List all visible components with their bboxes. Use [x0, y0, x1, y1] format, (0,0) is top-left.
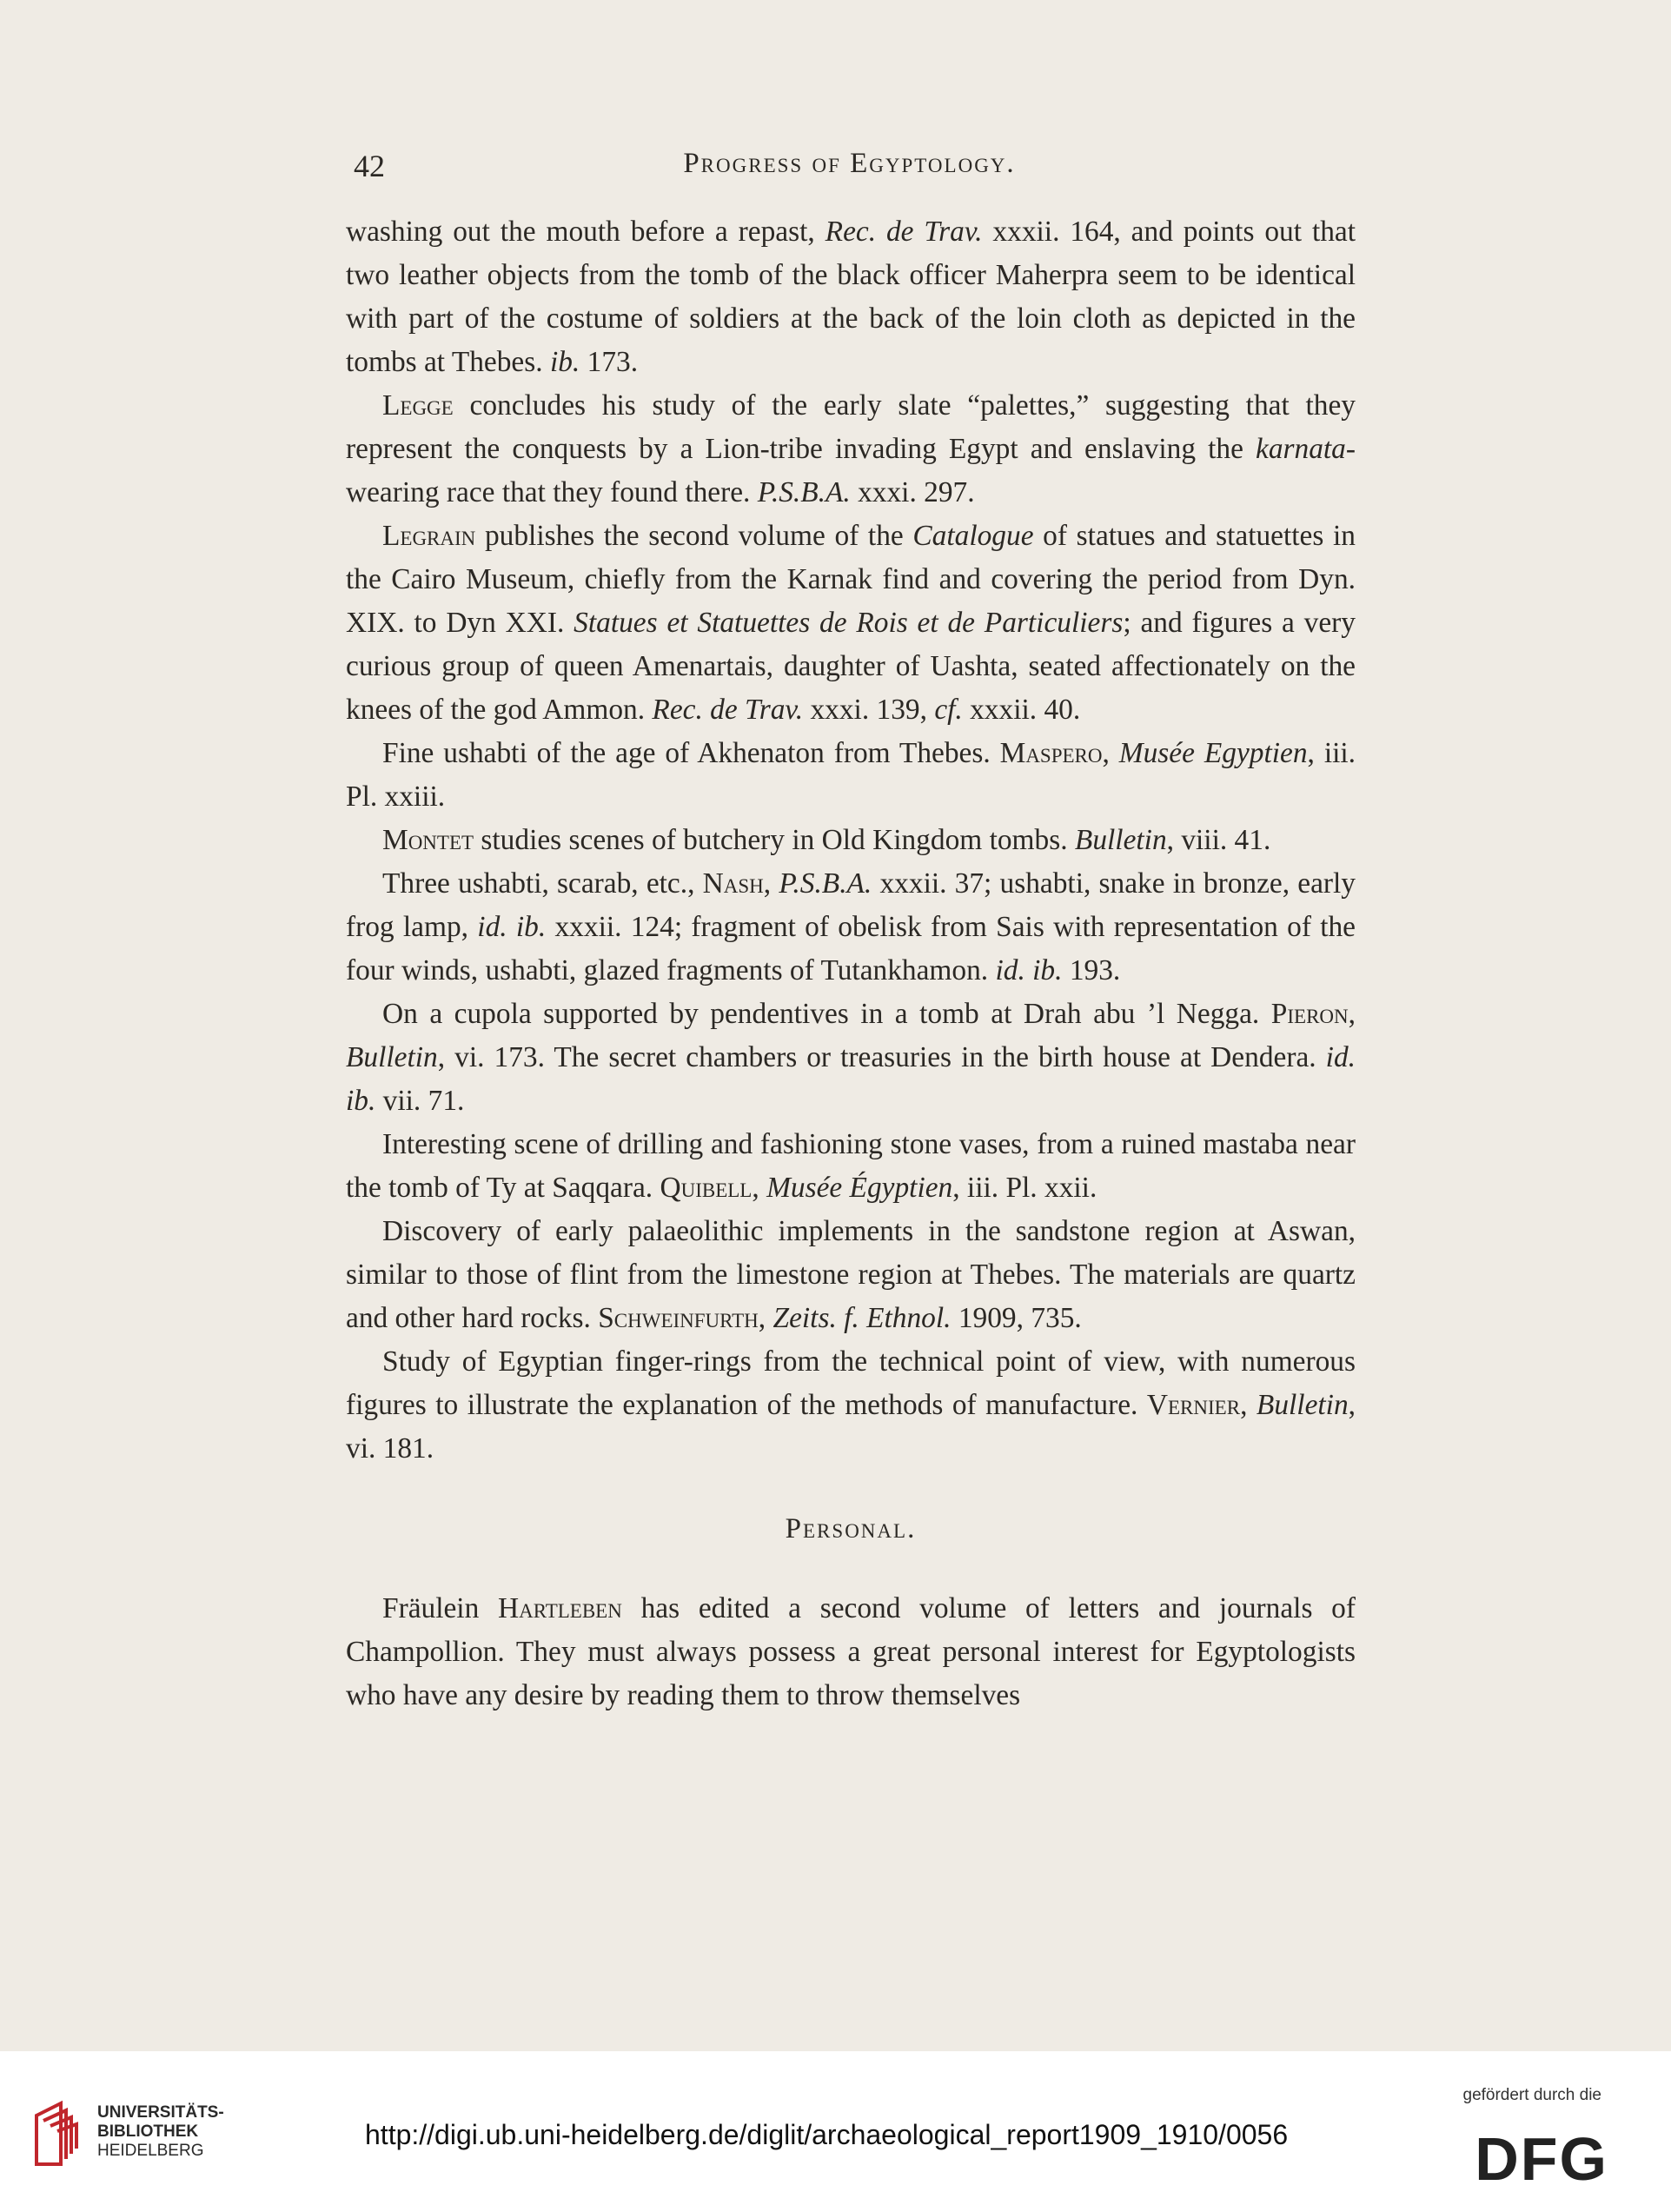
library-name — [97, 2103, 224, 2161]
text-run: has edited a second volume of letters and journals of Champollion. They must always possess a great personal interest for Egyptologists who have any desire by reading them to throw themselves — [346, 1592, 1356, 1711]
citation-italic: P.S.B.A. — [757, 476, 851, 508]
permalink-url[interactable]: http://digi.ub.uni-heidelberg.de/diglit/archaeological_report1909_1910/0056 — [365, 2119, 1289, 2150]
citation-italic: Bulletin — [1256, 1389, 1349, 1421]
citation-italic: Musée Egyptien — [1118, 737, 1308, 769]
text-run: Interesting scene of drilling and fashioning stone vases, from a ruined mastaba near the tomb of Ty at Saqqara. — [346, 1128, 1356, 1204]
text-run: , iii. Pl. xxii. — [952, 1172, 1097, 1204]
text-run: Fräulein — [382, 1592, 499, 1624]
text-run: , — [758, 1302, 773, 1334]
author-name: Legge — [382, 389, 454, 422]
page-header — [343, 148, 1356, 191]
text-run: Study of Egyptian finger-rings from the technical point of view, with numerous figures to illustrate the explanation of the methods of manufacture. — [346, 1345, 1356, 1421]
text-run: ; and figures a very curious group of queen Amenartais, daughter of Uashta, seated affectionately on the knees of the god Ammon. — [346, 607, 1356, 726]
paragraph — [346, 862, 1356, 993]
section-heading: Personal. — [785, 1513, 917, 1544]
text-run: concludes his study of the early slate “palettes,” suggesting that they represent the conquests by a Lion-tribe invading Egypt and enslaving the — [346, 389, 1356, 465]
text-run: , vi. 181. — [346, 1389, 1356, 1465]
footer-bar — [0, 2051, 1671, 2212]
citation-italic: P.S.B.A. — [779, 867, 872, 900]
paragraph — [346, 993, 1356, 1123]
citation-italic: Statues et Statuettes de Rois et de Particuliers — [574, 607, 1124, 639]
text-run: 173. — [580, 346, 639, 378]
author-name: Quibell — [660, 1172, 753, 1204]
paragraph — [346, 1587, 1356, 1717]
text-run: , — [1348, 998, 1356, 1030]
citation-italic: Rec. de Trav. — [825, 216, 983, 248]
text-run: publishes the second volume of the — [475, 520, 913, 552]
citation-italic: id. ib. — [477, 911, 547, 943]
funded-by-label: gefördert durch die — [1462, 2086, 1601, 2104]
paragraph — [346, 515, 1356, 732]
text-run: , viii. 41. — [1166, 824, 1271, 856]
text-run: , iii. Pl. xxiii. — [346, 737, 1356, 813]
library-name-line: BIBLIOTHEK — [97, 2122, 199, 2141]
text-run: xxxii. 164, and points out that two leather objects from the tomb of the black officer Maherpra seem to be identical with part of the costume of soldiers at the back of the loin cloth as depicted in the tombs at Thebes. — [346, 216, 1356, 378]
text-run: On a cupola supported by pendentives in a tomb at Drah abu ’l Negga. — [382, 998, 1271, 1030]
library-name-line: HEIDELBERG — [97, 2142, 204, 2160]
text-run: xxxi. 297. — [850, 476, 975, 508]
citation-italic: karnata — [1256, 433, 1346, 465]
text-run: of statues and statuettes in the Cairo Museum, chiefly from the Karnak find and covering the period from Dyn. XIX. to Dyn XXI. — [346, 520, 1356, 639]
author-name: Legrain — [382, 520, 476, 552]
paragraph — [346, 210, 1356, 384]
text-run: xxxii. 40. — [962, 694, 1081, 726]
text-run: Three ushabti, scarab, etc., — [382, 867, 703, 900]
main-paragraphs — [346, 210, 1356, 1471]
text-run: -wearing race that they found there. — [346, 433, 1356, 508]
text-run: , — [1102, 737, 1119, 769]
author-name: Schweinfurth — [598, 1302, 759, 1334]
author-name: Montet — [382, 824, 474, 856]
paragraph — [346, 384, 1356, 515]
author-name: Vernier — [1146, 1389, 1241, 1421]
text-run: washing out the mouth before a repast, — [346, 216, 826, 248]
text-run: Discovery of early palaeolithic implements in the sandstone region at Aswan, similar to those of flint from the limestone region at Thebes. The materials are quartz and other hard rocks. — [346, 1215, 1356, 1334]
paragraph — [346, 819, 1356, 862]
paragraph — [346, 1340, 1356, 1471]
text-run: , — [763, 867, 779, 900]
author-name: Pieron — [1270, 998, 1349, 1030]
author-name: Nash — [702, 867, 764, 900]
text-run: , — [1240, 1389, 1257, 1421]
citation-italic: Musée Égyptien — [766, 1172, 953, 1204]
citation-italic: Rec. de Trav. — [652, 694, 804, 726]
citation-italic: Bulletin — [346, 1041, 438, 1073]
citation-italic: id. ib. — [346, 1041, 1356, 1117]
body-text — [346, 210, 1356, 1717]
citation-italic: Zeits. f. Ethnol. — [773, 1302, 952, 1334]
citation-italic: cf. — [934, 694, 963, 726]
paragraph — [346, 732, 1356, 819]
page-number: 42 — [354, 149, 385, 183]
text-run: 1909, 735. — [951, 1302, 1082, 1334]
text-run: xxxi. 139, — [803, 694, 935, 726]
author-name: Hartleben — [498, 1592, 622, 1624]
section-paragraphs — [346, 1587, 1356, 1717]
paragraph — [346, 1210, 1356, 1340]
dfg-logo: DFG — [1475, 2125, 1608, 2193]
citation-italic: id. ib. — [995, 954, 1063, 986]
text-run: studies scenes of butchery in Old Kingdom tombs. — [474, 824, 1075, 856]
text-run: 193. — [1062, 954, 1121, 986]
library-name-line: UNIVERSITÄTS- — [97, 2103, 224, 2122]
citation-italic: Catalogue — [912, 520, 1034, 552]
text-run: , — [752, 1172, 767, 1204]
citation-italic: ib. — [549, 346, 580, 378]
text-run: xxxii. 124; fragment of obelisk from Sais with representation of the four winds, ushabti, glazed fragments of Tutankhamon. — [346, 911, 1356, 986]
running-title: Progress of Egyptology. — [683, 148, 1016, 179]
text-run: vii. 71. — [375, 1085, 465, 1117]
paragraph — [346, 1123, 1356, 1210]
citation-italic: Bulletin — [1074, 824, 1167, 856]
text-run: Fine ushabti of the age of Akhenaton from Thebes. — [382, 737, 1000, 769]
text-run: xxxii. 37; ushabti, snake in bronze, early frog lamp, — [346, 867, 1356, 943]
university-library-logo-icon — [31, 2098, 90, 2169]
author-name: Maspero — [999, 737, 1103, 769]
text-run: , vi. 173. The secret chambers or treasuries in the birth house at Dendera. — [437, 1041, 1326, 1073]
